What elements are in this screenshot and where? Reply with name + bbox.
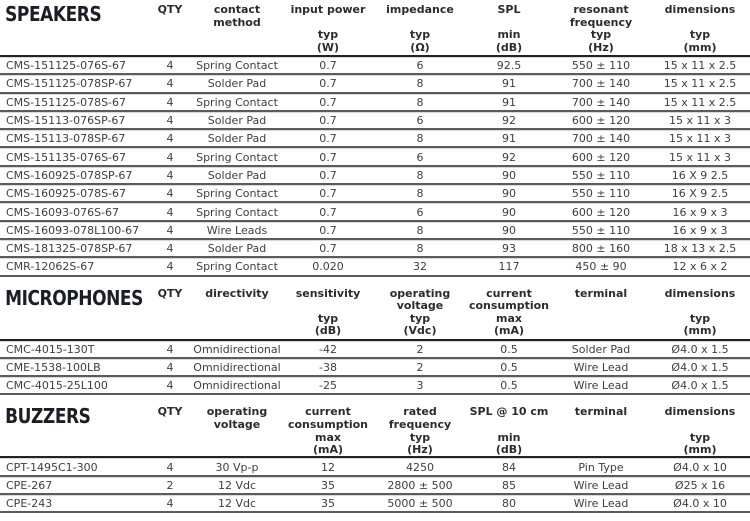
- table-row: [0, 185, 750, 203]
- value-cell: 4: [166, 361, 174, 374]
- value-cell: -42: [319, 342, 337, 356]
- part-number-cell: CMS-181325-078SP-67: [6, 242, 133, 256]
- table-row: [0, 240, 750, 258]
- column-header-units: typ (Vdc): [403, 311, 437, 338]
- value-cell: 30 Vp-p: [215, 460, 259, 474]
- column-header-label: dimensions: [664, 405, 736, 419]
- table-row: [0, 341, 750, 359]
- value-cell: 8: [416, 132, 424, 146]
- value-cell: 0.7: [319, 132, 337, 146]
- value-cell: 800 ± 160: [571, 242, 631, 256]
- table-row: [0, 258, 750, 276]
- value-cell: 4: [166, 59, 174, 73]
- column-header: [282, 4, 374, 56]
- part-number-cell: CMC-4015-130T: [6, 342, 95, 356]
- value-cell: 80: [502, 497, 516, 511]
- value-cell: Solder Pad: [207, 242, 267, 256]
- column-header-label: resonant frequency: [569, 3, 633, 29]
- column-header-label: operating voltage: [206, 405, 268, 432]
- table-row: [0, 377, 750, 395]
- table-row: [0, 222, 750, 240]
- value-cell: 90: [502, 168, 516, 182]
- value-cell: 700 ± 140: [571, 132, 631, 146]
- column-header-label: terminal: [574, 286, 628, 300]
- column-header-units: max (mA): [312, 430, 344, 457]
- column-header: [282, 288, 374, 340]
- column-header: [374, 406, 466, 458]
- table-row: [0, 203, 750, 221]
- column-header-units: max (mA): [493, 311, 525, 338]
- speakers-rows: [0, 57, 750, 277]
- value-cell: 4: [166, 168, 174, 182]
- table-row: [0, 57, 750, 75]
- part-number-cell: CMS-151125-078SP-67: [6, 77, 133, 91]
- value-cell: Solder Pad: [207, 132, 267, 146]
- column-header: [650, 288, 750, 340]
- part-number-cell: CMS-15113-076SP-67: [6, 114, 126, 128]
- column-header-label: QTY: [157, 405, 183, 419]
- value-cell: Ø4.0 x 1.5: [671, 342, 729, 356]
- part-number-cell: CMS-160925-078SP-67: [6, 168, 133, 182]
- value-cell: 4: [166, 150, 174, 164]
- value-cell: 8: [416, 187, 424, 201]
- column-header-units: typ (Ω): [409, 28, 431, 54]
- part-number-cell: CPE-243: [6, 497, 53, 511]
- microphones-header-row: [0, 277, 750, 341]
- value-cell: 8: [416, 223, 424, 237]
- value-cell: 92.5: [496, 59, 522, 73]
- column-header-units: min (dB): [495, 430, 523, 457]
- column-header-label: current consumption: [287, 405, 369, 432]
- column-header-label: SPL @ 10 cm: [469, 405, 549, 419]
- value-cell: 4: [166, 460, 174, 474]
- value-cell: 4250: [406, 460, 434, 474]
- value-cell: Omnidirectional: [193, 361, 281, 374]
- value-cell: 35: [321, 478, 335, 492]
- value-cell: 90: [502, 187, 516, 201]
- column-header: [148, 288, 192, 340]
- value-cell: 15 x 11 x 2.5: [663, 95, 737, 109]
- column-header: [148, 4, 192, 56]
- value-cell: Ø4.0 x 1.5: [671, 361, 729, 374]
- value-cell: Ø4.0 x 10: [673, 460, 727, 474]
- buzzers-header-row: [0, 395, 750, 458]
- column-header-label: rated frequency: [388, 405, 452, 432]
- value-cell: 4: [166, 205, 174, 219]
- table-row: [0, 148, 750, 166]
- value-cell: 0.7: [319, 114, 337, 128]
- table-row: [0, 495, 750, 513]
- table-row: [0, 94, 750, 112]
- value-cell: 15 x 11 x 2.5: [663, 77, 737, 91]
- value-cell: 0.5: [500, 342, 518, 356]
- value-cell: 4: [166, 77, 174, 91]
- section-title-microphones: MICROPHONES: [5, 285, 143, 310]
- value-cell: Wire Leads: [206, 223, 268, 237]
- value-cell: 8: [416, 95, 424, 109]
- value-cell: Spring Contact: [196, 260, 278, 274]
- value-cell: 4: [166, 132, 174, 146]
- value-cell: 4: [166, 223, 174, 237]
- value-cell: 8: [416, 242, 424, 256]
- column-header-label: QTY: [157, 286, 183, 300]
- column-header-units: typ (mm): [683, 430, 717, 457]
- column-header: [466, 406, 552, 458]
- value-cell: Solder Pad: [207, 77, 267, 91]
- column-header-label: impedance: [386, 3, 454, 16]
- section-title-buzzers: BUZZERS: [5, 404, 91, 429]
- column-header-units: typ (Hz): [407, 430, 433, 457]
- column-header-label: dimensions: [664, 286, 736, 300]
- value-cell: 0.7: [319, 223, 337, 237]
- value-cell: Spring Contact: [196, 95, 278, 109]
- column-header-units: typ (mm): [683, 311, 717, 338]
- value-cell: 0.7: [319, 150, 337, 164]
- value-cell: 0.7: [319, 242, 337, 256]
- column-header: [552, 288, 650, 340]
- column-header: [192, 406, 282, 458]
- value-cell: 15 x 11 x 3: [669, 132, 731, 146]
- value-cell: 0.7: [319, 168, 337, 182]
- value-cell: 700 ± 140: [571, 77, 631, 91]
- value-cell: 117: [498, 260, 520, 274]
- value-cell: 450 ± 90: [575, 260, 627, 274]
- column-header-units: typ (dB): [314, 311, 342, 338]
- value-cell: 8: [416, 168, 424, 182]
- value-cell: 0.5: [500, 361, 518, 374]
- table-row: [0, 477, 750, 495]
- value-cell: 6: [416, 205, 424, 219]
- column-header: [148, 406, 192, 458]
- column-header: [552, 4, 650, 56]
- value-cell: 2: [166, 478, 174, 492]
- column-header: [650, 406, 750, 458]
- value-cell: 92: [502, 150, 516, 164]
- value-cell: 16 x 9 x 3: [672, 223, 728, 237]
- value-cell: Wire Lead: [573, 497, 629, 511]
- value-cell: 12: [321, 460, 335, 474]
- value-cell: 3: [416, 379, 424, 393]
- column-header-units: min (dB): [495, 28, 523, 54]
- value-cell: 550 ± 110: [571, 223, 631, 237]
- part-number-cell: CMS-151125-076S-67: [6, 59, 127, 73]
- part-number-cell: CME-1538-100LB: [6, 361, 101, 374]
- value-cell: 2800 ± 500: [387, 478, 453, 492]
- table-row: [0, 130, 750, 148]
- value-cell: Solder Pad: [207, 114, 267, 128]
- column-header-label: current consumption: [468, 286, 550, 313]
- value-cell: 85: [502, 478, 516, 492]
- buzzers-rows: [0, 458, 750, 513]
- value-cell: Spring Contact: [196, 187, 278, 201]
- part-number-cell: CMS-15113-078SP-67: [6, 132, 126, 146]
- value-cell: 4: [166, 242, 174, 256]
- value-cell: Omnidirectional: [193, 379, 281, 393]
- value-cell: Spring Contact: [196, 205, 278, 219]
- part-number-cell: CMC-4015-25L100: [6, 379, 108, 393]
- value-cell: 90: [502, 223, 516, 237]
- value-cell: 4: [166, 342, 174, 356]
- value-cell: 84: [502, 460, 516, 474]
- table-row: [0, 359, 750, 377]
- part-number-cell: CMR-12062S-67: [6, 260, 95, 274]
- column-header: [374, 4, 466, 56]
- column-header-label: dimensions: [664, 3, 736, 16]
- column-header: [466, 4, 552, 56]
- section-buzzers: [0, 395, 750, 513]
- value-cell: 18 x 13 x 2.5: [663, 242, 737, 256]
- microphones-rows: [0, 341, 750, 396]
- value-cell: 0.020: [312, 260, 344, 274]
- value-cell: 0.7: [319, 205, 337, 219]
- value-cell: 2: [416, 361, 424, 374]
- part-number-cell: CMS-151125-078S-67: [6, 95, 127, 109]
- column-header-units: typ (mm): [683, 28, 717, 54]
- column-header: [374, 288, 466, 340]
- value-cell: 90: [502, 205, 516, 219]
- value-cell: 700 ± 140: [571, 95, 631, 109]
- column-header: [192, 288, 282, 340]
- value-cell: Solder Pad: [571, 342, 631, 356]
- table-row: [0, 458, 750, 476]
- value-cell: Spring Contact: [196, 59, 278, 73]
- value-cell: 6: [416, 150, 424, 164]
- value-cell: Wire Lead: [573, 379, 629, 393]
- table-row: [0, 75, 750, 93]
- value-cell: 15 x 11 x 3: [669, 114, 731, 128]
- column-header-label: sensitivity: [295, 286, 361, 300]
- value-cell: 16 X 9 2.5: [671, 187, 729, 201]
- speakers-header-row: [0, 0, 750, 57]
- value-cell: 91: [502, 95, 516, 109]
- column-header: [650, 4, 750, 56]
- value-cell: 600 ± 120: [571, 205, 631, 219]
- value-cell: 4: [166, 379, 174, 393]
- column-header-label: input power: [290, 3, 366, 16]
- value-cell: Omnidirectional: [193, 342, 281, 356]
- value-cell: 4: [166, 114, 174, 128]
- column-header: [192, 4, 282, 56]
- value-cell: 600 ± 120: [571, 114, 631, 128]
- section-microphones: [0, 277, 750, 396]
- value-cell: 0.7: [319, 77, 337, 91]
- column-header-units: typ (Hz): [588, 28, 614, 54]
- column-header: [282, 406, 374, 458]
- column-header-label: directivity: [205, 286, 269, 300]
- value-cell: 6: [416, 59, 424, 73]
- value-cell: 0.5: [500, 379, 518, 393]
- column-header: [552, 406, 650, 458]
- column-header-label: terminal: [574, 405, 628, 419]
- value-cell: 16 x 9 x 3: [672, 205, 728, 219]
- value-cell: 550 ± 110: [571, 168, 631, 182]
- column-header-units: typ (W): [316, 28, 340, 54]
- value-cell: 92: [502, 114, 516, 128]
- value-cell: 4: [166, 497, 174, 511]
- value-cell: 2: [416, 342, 424, 356]
- table-row: [0, 112, 750, 130]
- value-cell: Wire Lead: [573, 478, 629, 492]
- value-cell: 15 x 11 x 2.5: [663, 59, 737, 73]
- value-cell: 550 ± 110: [571, 59, 631, 73]
- value-cell: 4: [166, 95, 174, 109]
- part-number-cell: CPE-267: [6, 478, 53, 492]
- value-cell: Ø4.0 x 1.5: [671, 379, 729, 393]
- value-cell: 16 X 9 2.5: [671, 168, 729, 182]
- value-cell: 12 Vdc: [217, 497, 257, 511]
- value-cell: 550 ± 110: [571, 187, 631, 201]
- value-cell: -25: [319, 379, 337, 393]
- value-cell: 93: [502, 242, 516, 256]
- value-cell: 4: [166, 187, 174, 201]
- value-cell: 15 x 11 x 3: [669, 150, 731, 164]
- part-number-cell: CMS-16093-076S-67: [6, 205, 120, 219]
- value-cell: 6: [416, 114, 424, 128]
- part-number-cell: CPT-1495C1-300: [6, 460, 98, 474]
- value-cell: 0.7: [319, 59, 337, 73]
- part-number-cell: CMS-160925-078S-67: [6, 187, 127, 201]
- value-cell: 12 Vdc: [217, 478, 257, 492]
- value-cell: Pin Type: [578, 460, 624, 474]
- value-cell: -38: [319, 361, 337, 374]
- part-number-cell: CMS-16093-078L100-67: [6, 223, 140, 237]
- table-row: [0, 167, 750, 185]
- value-cell: Ø4.0 x 10: [673, 497, 727, 511]
- value-cell: 0.7: [319, 187, 337, 201]
- value-cell: Wire Lead: [573, 361, 629, 374]
- value-cell: Solder Pad: [207, 168, 267, 182]
- value-cell: 600 ± 120: [571, 150, 631, 164]
- section-title-speakers: SPEAKERS: [5, 2, 102, 26]
- value-cell: 8: [416, 77, 424, 91]
- column-header-label: QTY: [157, 3, 183, 16]
- value-cell: 0.7: [319, 95, 337, 109]
- value-cell: 35: [321, 497, 335, 511]
- column-header-label: operating voltage: [389, 286, 451, 313]
- value-cell: Ø25 x 16: [674, 478, 726, 492]
- column-header-label: contact method: [213, 3, 261, 29]
- value-cell: 5000 ± 500: [387, 497, 453, 511]
- column-header: [466, 288, 552, 340]
- part-number-cell: CMS-151135-076S-67: [6, 150, 127, 164]
- value-cell: 91: [502, 77, 516, 91]
- column-header-label: SPL: [497, 3, 521, 16]
- value-cell: 32: [413, 260, 427, 274]
- value-cell: 91: [502, 132, 516, 146]
- value-cell: 12 x 6 x 2: [672, 260, 728, 274]
- value-cell: 4: [166, 260, 174, 274]
- value-cell: Spring Contact: [196, 150, 278, 164]
